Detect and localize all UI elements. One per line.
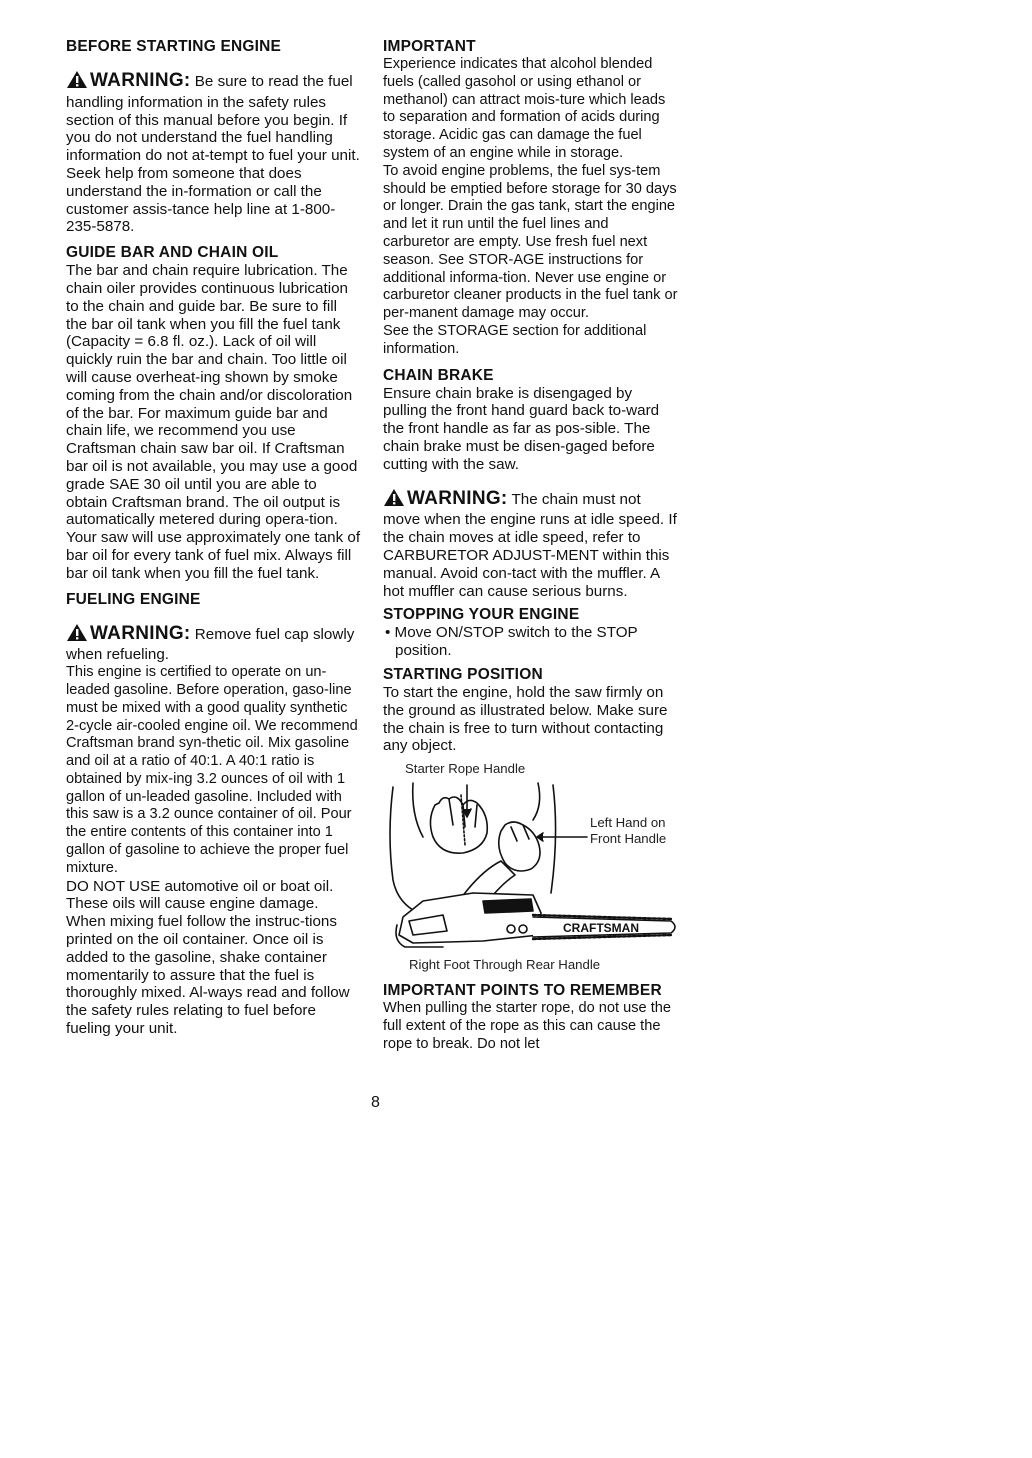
warning-text: Remove fuel cap slowly when refueling. bbox=[66, 625, 355, 664]
guide-bar-heading: GUIDE BAR AND CHAIN OIL bbox=[66, 244, 279, 262]
warning-triangle-icon bbox=[66, 70, 88, 94]
warning-text: The chain must not move when the engine runs at idle speed. If the chain moves at idle speed, refer to CARBURETOR ADJUST-MENT within this manual. Avoid con-tact with the muffler. A hot muffler can cause serious burns. bbox=[383, 490, 677, 600]
important-text: Experience indicates that alcohol blended fuels (called gasohol or using ethanol or methanol) can attract mois-ture which leads to separation and formation of acids during storage. Acidic gas can damage the fuel system of an engine while in storage. bbox=[383, 56, 666, 161]
right-column bbox=[383, 38, 679, 1053]
warning-fuel-handling bbox=[66, 70, 362, 236]
warning-triangle-icon bbox=[383, 488, 405, 512]
craftsman-logo: CRAFTSMAN bbox=[563, 921, 639, 936]
warning-triangle-icon bbox=[66, 623, 88, 647]
fueling-text: This engine is certified to operate on un-leaded gasoline. Before operation, gaso-line must be mixed with a good quality synthetic 2-cycle air-cooled engine oil. We recommend Craftsman brand syn-thetic oil. Mix gasoline and oil at a ratio of 40:1. A 40:1 ratio is obtained by mix-ing 3.2 ounces of oil with 1 gallon of un-leaded gasoline. Included with this saw is a 3.2 ounce container of oil. Pour the entire contents of this container into 1 gallon of gasoline to achieve the proper fuel mixture. bbox=[66, 664, 358, 876]
page-number: 8 bbox=[371, 1094, 380, 1111]
starting-position-heading: STARTING POSITION bbox=[383, 665, 543, 683]
warning-chain-idle bbox=[383, 488, 679, 601]
storage-reference-text: See the STORAGE section for additional information. bbox=[383, 322, 647, 357]
warning-label: WARNING: bbox=[90, 70, 191, 91]
stopping-engine-heading: STOPPING YOUR ENGINE bbox=[383, 606, 580, 624]
label-left-hand: Left Hand on Front Handle bbox=[590, 815, 667, 847]
chain-brake-text: Ensure chain brake is disengaged by pulling the front hand guard back to-ward the front handle as far as pos-sible. The chain brake must be disen-gaged before cutting with the saw. bbox=[383, 384, 660, 473]
chainsaw-illustration bbox=[383, 775, 683, 955]
important-heading: IMPORTANT bbox=[383, 38, 476, 55]
important-points-heading: IMPORTANT POINTS TO REMEMBER bbox=[383, 982, 662, 1000]
guide-bar-text: The bar and chain require lubrication. The chain oiler provides continuous lubrication to the chain and guide bar. Be sure to fill the bar oil tank when you fill the fuel tank (Capacity = 6.8 fl. oz.). Lack of oil will quickly ruin the bar and chain. Too little oil will cause overheat-ing shown by smoke coming from the chain and/or discoloration of the bar. For maximum guide bar and chain life, we recommend you use Craftsman chain saw bar oil. If Craftsman bar oil is not available, you may use a good grade SAE 30 oil until you are able to obtain Craftsman brand. The oil output is automatically metered during opera-tion. Your saw will use approximately one tank of bar oil for every tank of fuel mix. Always fill bar oil tank when you fill the fuel tank. bbox=[66, 262, 361, 582]
label-right-foot: Right Foot Through Rear Handle bbox=[409, 957, 601, 973]
warning-label: WARNING: bbox=[407, 487, 508, 509]
do-not-use-text: DO NOT USE automotive oil or boat oil. These oils will cause engine damage. When mixing fuel follow the instruc-tions printed on the oil container. Once oil is added to the gasoline, shake container momentarily to assure that the fuel is thoroughly mixed. Al-ways read and follow the safety rules relating to fuel before fueling your unit. bbox=[66, 877, 350, 1038]
before-starting-heading: BEFORE STARTING ENGINE bbox=[66, 38, 282, 55]
stopping-bullet: • Move ON/STOP switch to the STOP position. bbox=[385, 624, 638, 660]
warning-text: Be sure to read the fuel handling information in the safety rules section of this manual before you begin. If you do not understand the fuel handling information do not at-tempt to fuel your unit. Seek help from someone that does understand the in-formation or call the customer assis-tance help line at 1-800-235-5878. bbox=[66, 73, 360, 236]
warning-fuel-cap bbox=[66, 623, 362, 665]
warning-label: WARNING: bbox=[90, 622, 191, 644]
important-points-text: When pulling the starter rope, do not use the full extent of the rope as this can cause the rope to break. Do not let bbox=[383, 1000, 671, 1052]
label-starter-rope: Starter Rope Handle bbox=[405, 761, 526, 777]
starting-position-text: To start the engine, hold the saw firmly on the ground as illustrated below. Make sure the chain is free to turn without contacting any object. bbox=[383, 683, 668, 755]
left-column bbox=[66, 38, 362, 1038]
avoid-problems-text: To avoid engine problems, the fuel sys-tem should be emptied before storage for 30 days or longer. Drain the gas tank, start the engine and let it run until the fuel lines and carburetor are empty. Use fresh fuel next season. See STOR-AGE instructions for additional informa-tion. Never use engine or carburetor cleaner products in the fuel tank or per-manent damage may occur. bbox=[383, 162, 678, 322]
fueling-engine-heading: FUELING ENGINE bbox=[66, 590, 201, 608]
chain-brake-heading: CHAIN BRAKE bbox=[383, 366, 494, 384]
starting-position-figure bbox=[383, 761, 683, 976]
stopping-bullet-text: Move ON/STOP switch to the STOP position. bbox=[394, 624, 638, 660]
